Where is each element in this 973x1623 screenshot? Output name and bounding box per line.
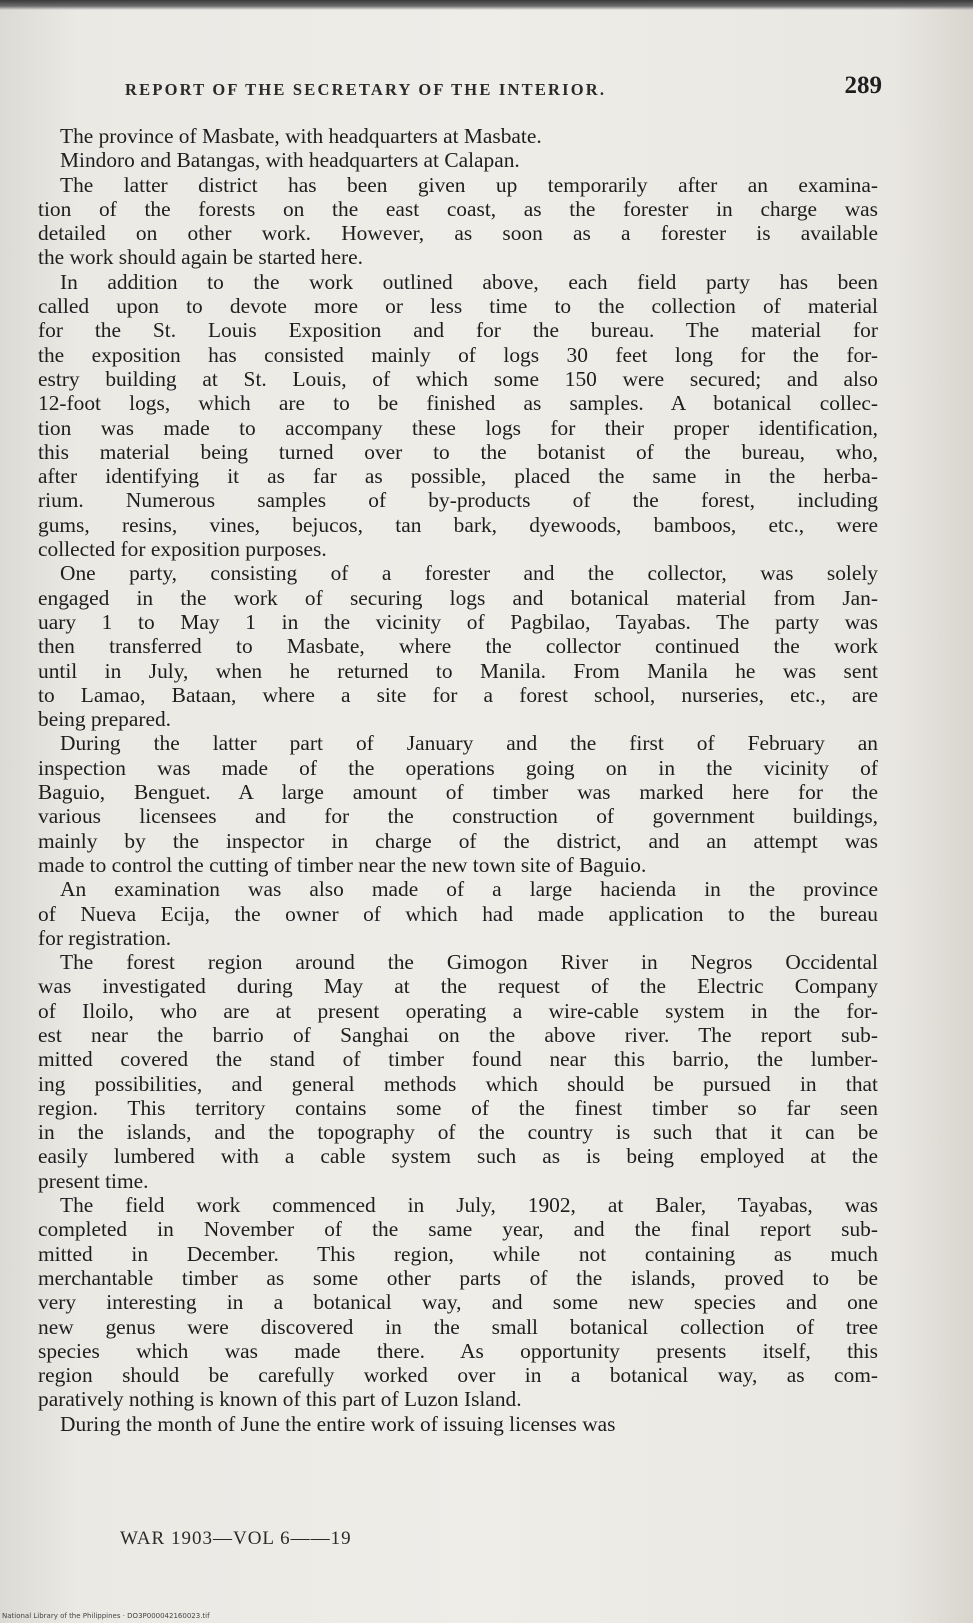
text-line: estry building at St. Louis, of which some 150 were secured; and also <box>38 366 878 391</box>
text-line: of Nueva Ecija, the owner of which had made application to the bureau <box>38 901 878 926</box>
library-caption: National Library of the Philippines · DO3P000042160023.tif <box>2 1612 210 1620</box>
text-line: The province of Masbate, with headquarters at Masbate. <box>60 124 542 148</box>
text-line: made to control the cutting of timber near the new town site of Baguio. <box>38 852 647 877</box>
text-line: various licensees and for the construction of government buildings, <box>38 804 878 829</box>
signature-mark: WAR 1903—VOL 6——19 <box>120 1528 352 1549</box>
text-line: in the islands, and the topography of the country is such that it can be <box>38 1120 878 1145</box>
text-line: In addition to the work outlined above, each field party has been <box>60 269 878 294</box>
text-line: 12-foot logs, which are to be finished as samples. A botanical collec- <box>38 391 878 416</box>
text-line: inspection was made of the operations going on in the vicinity of <box>38 755 878 780</box>
text-line: rium. Numerous samples of by-products of the forest, including <box>38 488 878 513</box>
text-line: new genus were discovered in the small botanical collection of tree <box>38 1314 878 1339</box>
text-line: tion of the forests on the east coast, as the forester in charge was <box>38 196 878 221</box>
running-head: REPORT OF THE SECRETARY OF THE INTERIOR. <box>125 80 607 99</box>
text-line: Mindoro and Batangas, with headquarters at Calapan. <box>60 148 520 173</box>
text-line: tion was made to accompany these logs for their proper identification, <box>38 415 878 440</box>
page-header <box>60 72 880 108</box>
text-line: uary 1 to May 1 in the vicinity of Pagbilao, Tayabas. The party was <box>38 609 878 634</box>
text-line: During the month of June the entire work of issuing licenses was <box>60 1411 616 1436</box>
text-line: merchantable timber as some other parts of the islands, proved to be <box>38 1265 878 1290</box>
text-line: to Lamao, Bataan, where a site for a forest school, nurseries, etc., are <box>38 682 878 707</box>
text-line: called upon to devote more or less time to the collection of material <box>38 294 878 319</box>
text-line: collected for exposition purposes. <box>38 537 327 562</box>
text-line: was investigated during May at the request of the Electric Company <box>38 974 878 999</box>
page-number: 289 <box>844 72 882 99</box>
text-line: after identifying it as far as possible, placed the same in the herba- <box>38 464 878 489</box>
text-line: easily lumbered with a cable system such as is being employed at the <box>38 1144 878 1169</box>
text-line: Baguio, Benguet. A large amount of timber was marked here for the <box>38 780 878 805</box>
text-line: The forest region around the Gimogon River in Negros Occidental <box>60 950 878 975</box>
scan-top-edge <box>0 0 973 10</box>
text-line: for the St. Louis Exposition and for the bureau. The material for <box>38 318 878 343</box>
text-line: until in July, when he returned to Manila. From Manila he was sent <box>38 658 878 683</box>
text-line: present time. <box>38 1168 149 1193</box>
text-line: est near the barrio of Sanghai on the above river. The report sub- <box>38 1022 878 1047</box>
text-line: paratively nothing is known of this part of Luzon Island. <box>38 1387 522 1412</box>
text-line: completed in November of the same year, and the final report sub- <box>38 1217 878 1242</box>
text-line: detailed on other work. However, as soon as a forester is available <box>38 221 878 246</box>
text-line: mitted in December. This region, while not containing as much <box>38 1241 878 1266</box>
text-line: the exposition has consisted mainly of logs 30 feet long for the for- <box>38 342 878 367</box>
text-line: then transferred to Masbate, where the collector continued the work <box>38 634 878 659</box>
text-line: The field work commenced in July, 1902, at Baler, Tayabas, was <box>60 1193 878 1218</box>
text-line: very interesting in a botanical way, and some new species and one <box>38 1290 878 1315</box>
text-line: for registration. <box>38 925 172 950</box>
body-text <box>38 124 878 1436</box>
text-line: of Iloilo, who are at present operating a wire-cable system in the for- <box>38 998 878 1023</box>
text-line: mainly by the inspector in charge of the district, and an attempt was <box>38 828 878 853</box>
text-line: ing possibilities, and general methods which should be pursued in that <box>38 1071 878 1096</box>
text-line: being prepared. <box>38 707 172 732</box>
text-line: this material being turned over to the botanist of the bureau, who, <box>38 439 878 464</box>
text-line: During the latter part of January and the first of February an <box>60 731 878 756</box>
text-line: The latter district has been given up temporarily after an examina- <box>60 172 878 197</box>
text-line: gums, resins, vines, bejucos, tan bark, dyewoods, bamboos, etc., were <box>38 512 878 537</box>
text-line: species which was made there. As opportunity presents itself, this <box>38 1338 878 1363</box>
text-line: mitted covered the stand of timber found near this barrio, the lumber- <box>38 1047 878 1072</box>
text-line: An examination was also made of a large hacienda in the province <box>60 877 878 902</box>
text-line: region. This territory contains some of the finest timber so far seen <box>38 1095 878 1120</box>
text-line: One party, consisting of a forester and the collector, was solely <box>60 561 878 586</box>
text-line: engaged in the work of securing logs and botanical material from Jan- <box>38 585 878 610</box>
text-line: the work should again be started here. <box>38 245 363 270</box>
text-line: region should be carefully worked over in a botanical way, as com- <box>38 1363 878 1388</box>
